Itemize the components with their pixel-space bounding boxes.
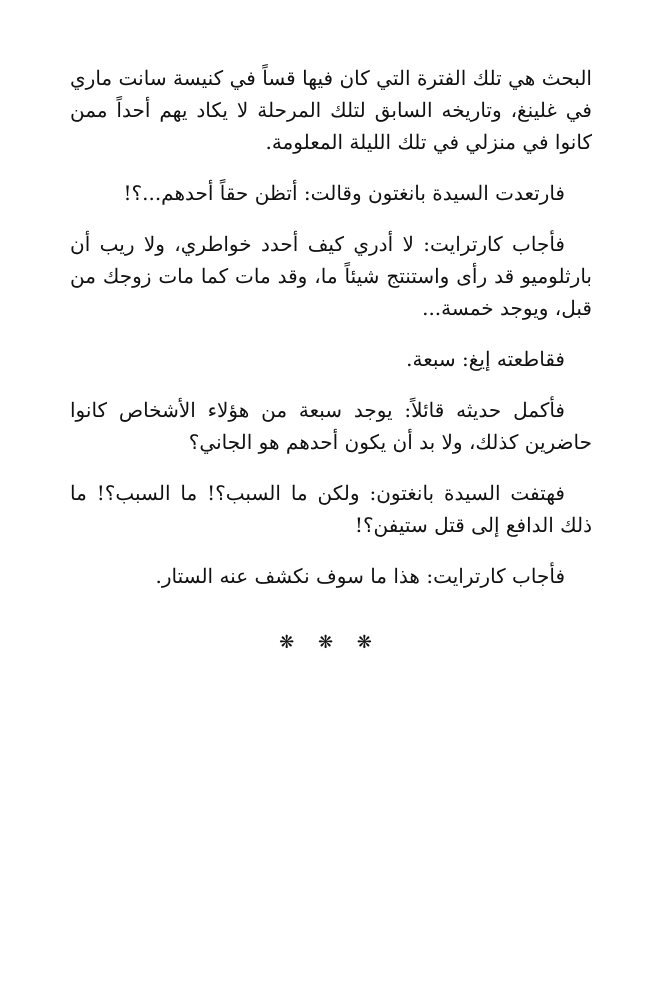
paragraph-6: فهتفت السيدة بانغتون: ولكن ما السبب؟! ما السبب؟! ما ذلك الدافع إلى قتل ستيفن؟! <box>70 481 592 537</box>
paragraph-3: فأجاب كارترايت: لا أدري كيف أحدد خواطري، ولا ريب أن بارثلوميو قد رأى واستنتج شيئاً ما، وقد مات كما مات زوجك من قبل، ويوجد خمسة... <box>70 232 592 320</box>
asterism-icon: ❋ <box>356 632 372 653</box>
page-body <box>70 62 592 611</box>
paragraph-2: فارتعدت السيدة بانغتون وقالت: أتظن حقاً أحدهم...؟! <box>123 181 565 205</box>
paragraph-1: البحث هي تلك الفترة التي كان فيها قساً في كنيسة سانت ماري في غلينغ، وتاريخه السابق لتلك المرحلة لا يكاد يهم أحداً ممن كانوا في منزلي في تلك الليلة المعلومة. <box>70 66 592 154</box>
section-divider <box>0 632 651 653</box>
paragraph-4: فقاطعته إيغ: سبعة. <box>406 347 565 371</box>
paragraph-7: فأجاب كارترايت: هذا ما سوف نكشف عنه الستار. <box>155 564 565 588</box>
asterism-icon: ❋ <box>279 632 295 653</box>
paragraph-5: فأكمل حديثه قائلاً: يوجد سبعة من هؤلاء الأشخاص كانوا حاضرين كذلك، ولا بد أن يكون أحدهم هو الجاني؟ <box>70 398 592 454</box>
asterism-icon: ❋ <box>317 632 334 653</box>
